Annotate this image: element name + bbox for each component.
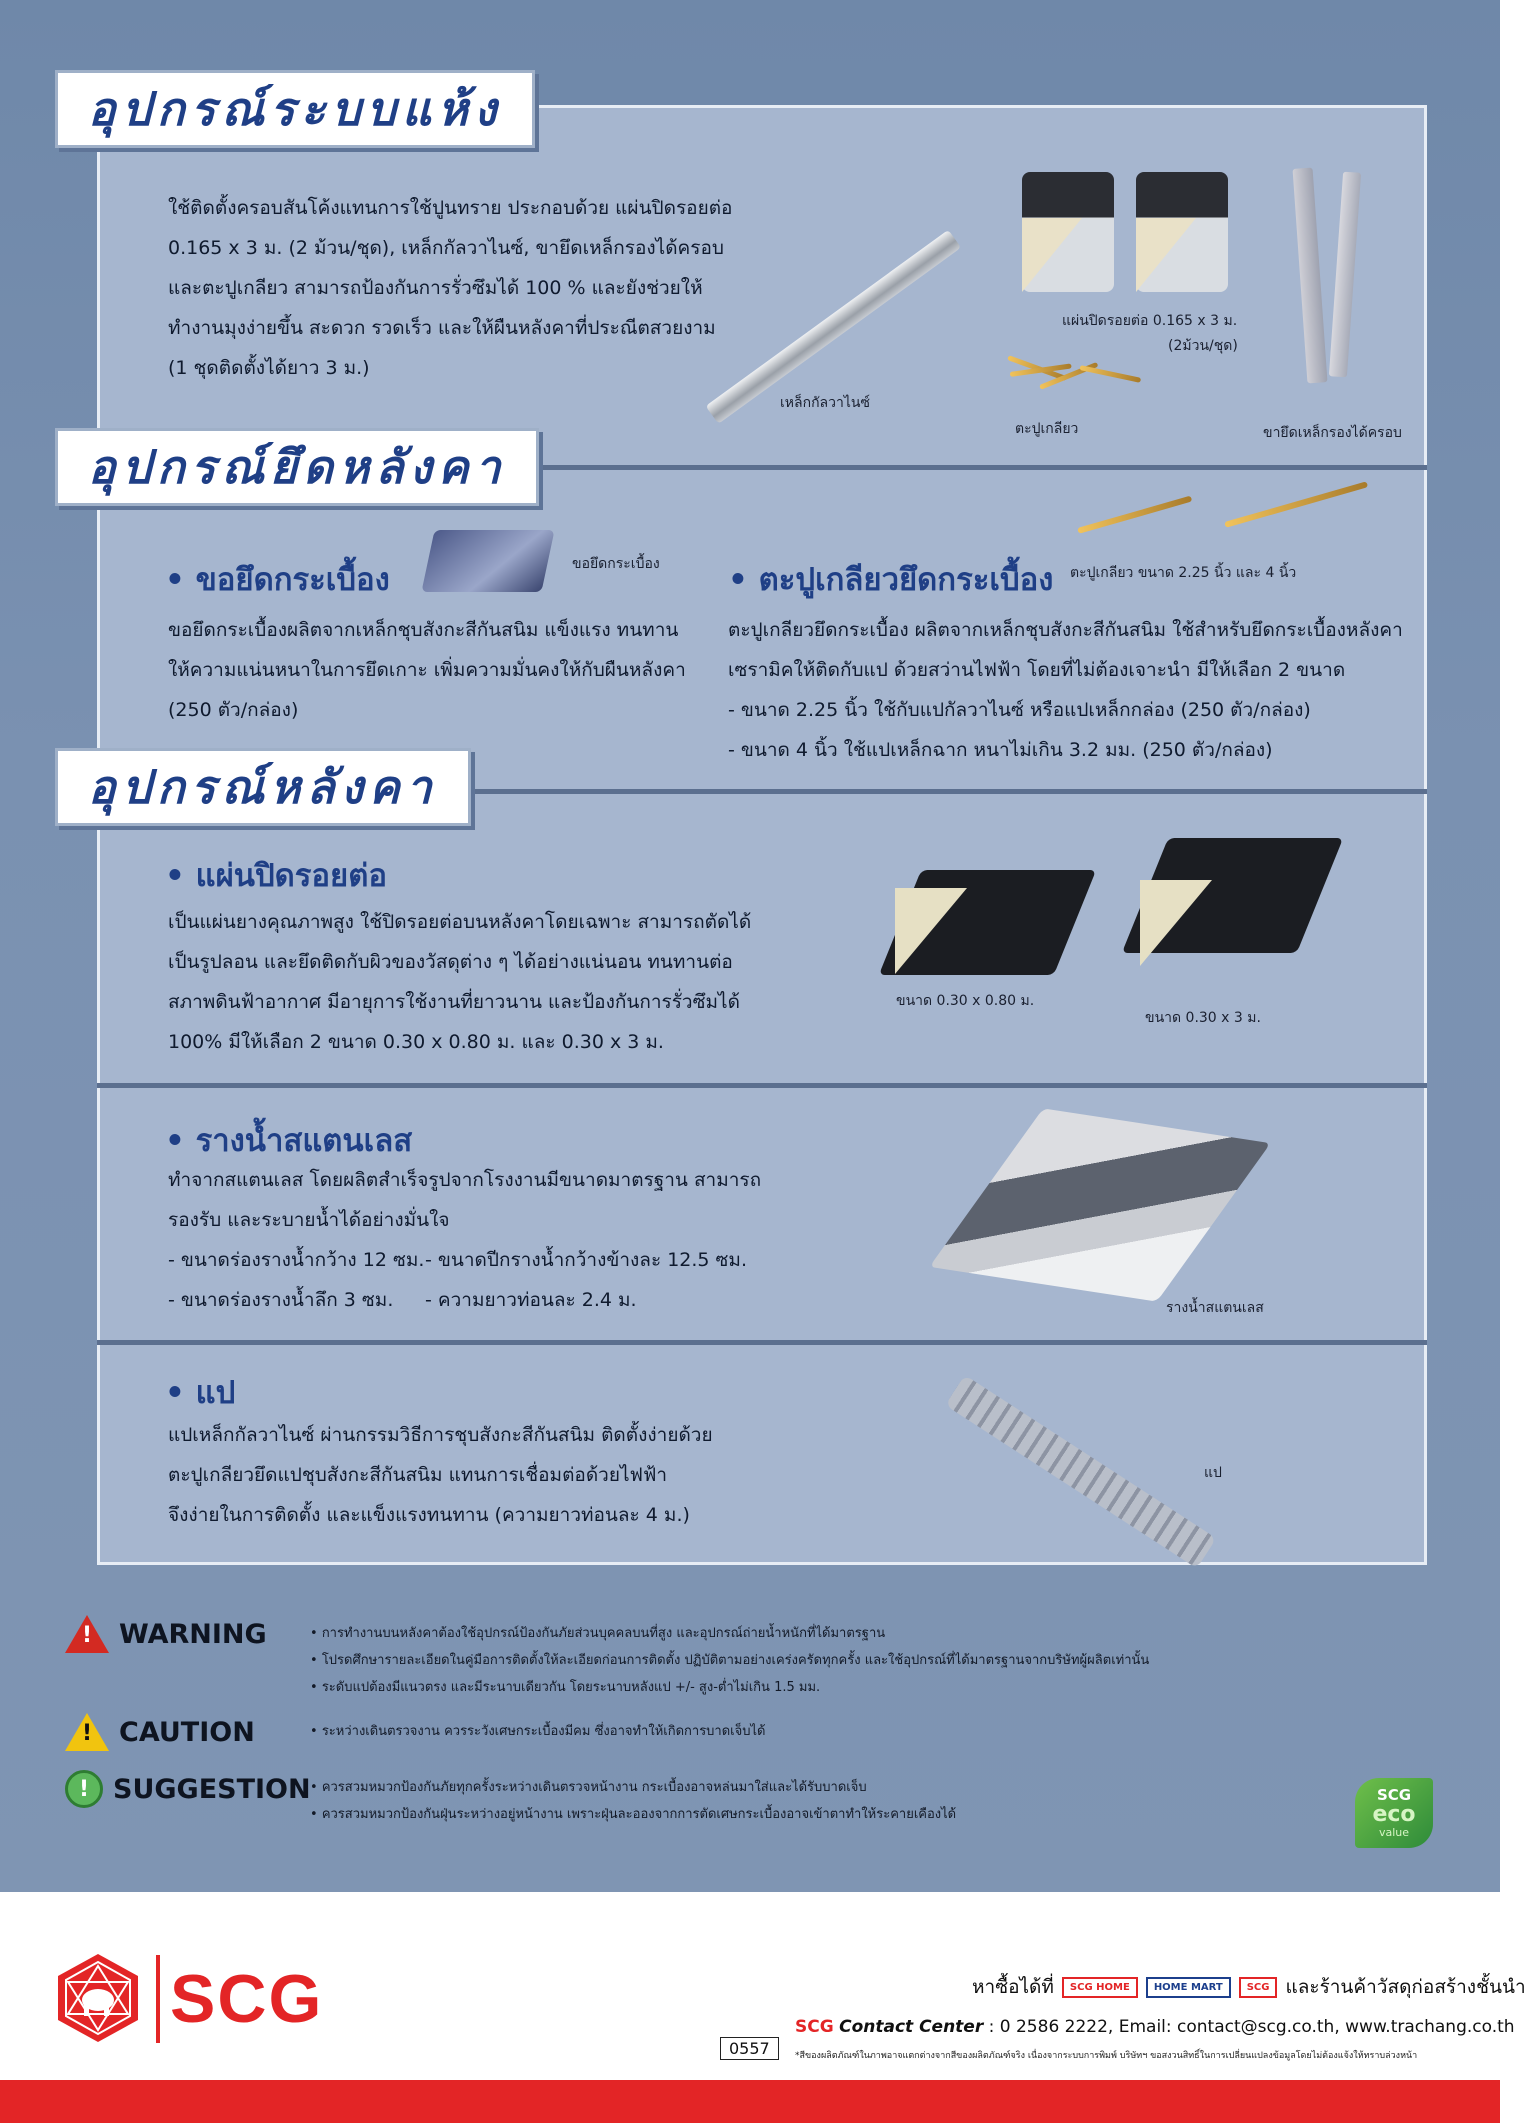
heading-seal-sheet: • แผ่นปิดรอยต่อ	[165, 850, 387, 900]
text-line: และตะปูเกลียว สามารถป้องกันการรั่วซึมได้ 100 % และยังช่วยให้	[168, 277, 703, 299]
warning-list	[310, 1620, 1149, 1701]
eco-logo-word: eco	[1372, 1802, 1416, 1827]
text-line: ทำจากสแตนเลส โดยผลิตสำเร็จรูปจากโรงงานมีขนาดมาตรฐาน สามารถ	[168, 1169, 762, 1191]
section-title-text: อุปกรณ์ยึดหลังคา	[88, 439, 507, 494]
scg-eco-value-logo	[1355, 1778, 1433, 1848]
caution-label	[65, 1713, 255, 1751]
heading-tile-clip: • ขอยึดกระเบื้อง	[165, 554, 390, 604]
section-title-text: อุปกรณ์หลังคา	[88, 759, 438, 814]
scg-dealer-logo: SCG	[1239, 1977, 1278, 1998]
home-mart-logo: HOME MART	[1146, 1977, 1231, 1998]
caution-item: • ระหว่างเดินตรวจงาน ควรระวังเศษกระเบื้องมีคม ซึ่งอาจทำให้เกิดการบาดเจ็บได้	[310, 1718, 765, 1745]
caption-seal-small: ขนาด 0.30 x 0.80 ม.	[896, 993, 1035, 1009]
text-line: ตะปูเกลียวยึดกระเบื้อง ผลิตจากเหล็กชุบสังกะสีกันสนิม ใช้สำหรับยึดกระเบื้องหลังคา	[728, 619, 1403, 641]
suggestion-item: • ควรสวมหมวกป้องกันฝุ่นระหว่างอยู่หน้างาน เพราะฝุ่นละอองจากการตัดเศษกระเบื้องอาจเข้าตาทำให้ระคายเคืองได้	[310, 1801, 956, 1828]
text-line: ทำงานมุงง่ายขึ้น สะดวก รวดเร็ว และให้ผืนหลังคาที่ประณีตสวยงาม	[168, 317, 716, 339]
heading-purlin: • แป	[165, 1367, 235, 1417]
scg-elephant-logo-icon	[52, 1952, 144, 2044]
purlin-description	[168, 1415, 713, 1535]
disclaimer: *สีของผลิตภัณฑ์ในภาพอาจแตกต่างจากสีของผลิตภัณฑ์จริง เนื่องจากระบบการพิมพ์ บริษัทฯ ขอสงวนสิทธิ์ในการเปลี่ยนแปลงข้อมูลโดยไม่ต้องแจ้งให้ทราบล่วงหน้า	[795, 2051, 1418, 2061]
tile-clip-description	[168, 610, 686, 730]
text-line: เป็นแผ่นยางคุณภาพสูง ใช้ปิดรอยต่อบนหลังคาโดยเฉพาะ สามารถตัดได้	[168, 911, 752, 933]
where-to-buy	[972, 1972, 1526, 2002]
spec-line: - ขนาดร่องรางน้ำลึก 3 ซม.	[168, 1289, 394, 1311]
contact-label: Contact Center	[839, 2017, 984, 2037]
text-line: 100% มีให้เลือก 2 ขนาด 0.30 x 0.80 ม. และ 0.30 x 3 ม.	[168, 1031, 664, 1053]
tile-screw-description	[728, 610, 1403, 770]
seal-sheet-roll-image	[1022, 172, 1114, 292]
scg-brand-wordmark: SCG	[170, 1961, 324, 2037]
caption-seal-sheet: แผ่นปิดรอยต่อ 0.165 x 3 ม.	[1062, 313, 1238, 329]
contact-brand: SCG	[795, 2017, 834, 2037]
scg-home-logo: SCG HOME	[1062, 1977, 1138, 1998]
seal-sheet-fold	[895, 888, 967, 974]
spec-line: - ความยาวท่อนละ 2.4 ม.	[425, 1289, 637, 1311]
warning-icon: !	[65, 1615, 109, 1653]
warning-item: • ระดับแปต้องมีแนวตรง และมีระนาบเดียวกัน โดยระนาบหลังแป +/- สูง-ต่ำไม่เกิน 1.5 มม.	[310, 1674, 1149, 1701]
caption-screws: ตะปูเกลียว	[1015, 421, 1079, 437]
caption-seal-sheet-qty: (2ม้วน/ชุด)	[1168, 338, 1238, 354]
caption-tile-screw: ตะปูเกลียว ขนาด 2.25 นิ้ว และ 4 นิ้ว	[1070, 565, 1297, 581]
suggestion-icon: !	[65, 1770, 103, 1808]
document-code: 0557	[720, 2037, 779, 2060]
suggestion-label	[65, 1770, 311, 1808]
seal-sheet-roll-image	[1136, 172, 1228, 292]
text-line: เซรามิคให้ติดกับแป ด้วยสว่านไฟฟ้า โดยที่ไม่ต้องเจาะนำ มีให้เลือก 2 ขนาด	[728, 659, 1346, 681]
text-line: - ขนาด 4 นิ้ว ใช้แปเหล็กฉาก หนาไม่เกิน 3.2 มม. (250 ตัว/กล่อง)	[728, 739, 1273, 761]
caution-label-text: CAUTION	[119, 1716, 255, 1748]
caution-list	[310, 1718, 765, 1745]
warning-item: • การทำงานบนหลังคาต้องใช้อุปกรณ์ป้องกันภัยส่วนบุคคลบนที่สูง และอุปกรณ์ถ่ายน้ำหนักที่ได้มาตรฐาน	[310, 1620, 1149, 1647]
caption-bracket: ขายึดเหล็กรองได้ครอบ	[1263, 425, 1402, 441]
section-title-dry-system	[55, 70, 535, 148]
eco-logo-sub: value	[1378, 1826, 1410, 1839]
caption-purlin: แป	[1204, 1465, 1222, 1481]
caption-tile-clip: ขอยึดกระเบื้อง	[572, 556, 660, 572]
warning-item: • โปรดศึกษารายละเอียดในคู่มือการติดตั้งให้ละเอียดก่อนการติดตั้ง ปฏิบัติตามอย่างเคร่งครัดทุกครั้ง และใช้อุปกรณ์ที่ได้มาตรฐานจากบริษัทผู้ผลิตเท่านั้น	[310, 1647, 1149, 1674]
heading-gutter: • รางน้ำสแตนเลส	[165, 1115, 412, 1165]
dry-system-description	[168, 188, 732, 388]
text-line: - ขนาด 2.25 นิ้ว ใช้กับแปกัลวาไนซ์ หรือแปเหล็กกล่อง (250 ตัว/กล่อง)	[728, 699, 1311, 721]
footer-red-bar	[0, 2080, 1500, 2123]
buy-suffix: และร้านค้าวัสดุก่อสร้างชั้นนำ	[1285, 1976, 1526, 1998]
contact-center	[795, 2017, 1515, 2037]
section-title-roof	[55, 748, 471, 826]
warning-label-text: WARNING	[119, 1618, 267, 1650]
gutter-specs-col2	[425, 1240, 747, 1320]
warning-label	[65, 1615, 267, 1653]
spec-line: - ขนาดปีกรางน้ำกว้างข้างละ 12.5 ซม.	[425, 1249, 747, 1271]
text-line: ให้ความแน่นหนาในการยึดเกาะ เพิ่มความมั่นคงให้กับผืนหลังคา	[168, 659, 686, 681]
spec-line: - ขนาดร่องรางน้ำกว้าง 12 ซม.	[168, 1249, 425, 1271]
text-line: ขอยึดกระเบื้องผลิตจากเหล็กชุบสังกะสีกันสนิม แข็งแรง ทนทาน	[168, 619, 679, 641]
seal-sheet-fold	[1140, 880, 1212, 966]
text-line: สภาพดินฟ้าอากาศ มีอายุการใช้งานที่ยาวนาน และป้องกันการรั่วซึมได้	[168, 991, 740, 1013]
buy-prefix: หาซื้อได้ที่	[972, 1976, 1054, 1998]
text-line: 0.165 x 3 ม. (2 ม้วน/ชุด), เหล็กกัลวาไนซ์, ขายึดเหล็กรองได้ครอบ	[168, 237, 724, 259]
section-divider	[97, 1340, 1427, 1345]
caption-galvanized: เหล็กกัลวาไนซ์	[780, 395, 870, 411]
caution-icon: !	[65, 1713, 109, 1751]
heading-tile-screw: • ตะปูเกลียวยึดกระเบื้อง	[728, 554, 1053, 604]
eco-logo-brand: SCG	[1376, 1786, 1412, 1804]
contact-details: : 0 2586 2222, Email: contact@scg.co.th, www.trachang.co.th	[988, 2017, 1515, 2037]
suggestion-item: • ควรสวมหมวกป้องกันภัยทุกครั้งระหว่างเดินตรวจหน้างาน กระเบื้องอาจหล่นมาใส่และได้รับบาดเจ็บ	[310, 1774, 956, 1801]
text-line: รองรับ และระบายน้ำได้อย่างมั่นใจ	[168, 1209, 450, 1231]
text-line: (1 ชุดติดตั้งได้ยาว 3 ม.)	[168, 357, 370, 379]
text-line: แปเหล็กกัลวาไนซ์ ผ่านกรรมวิธีการชุบสังกะสีกันสนิม ติดตั้งง่ายด้วย	[168, 1424, 713, 1446]
gutter-description	[168, 1160, 761, 1240]
text-line: ตะปูเกลียวยึดแปชุบสังกะสีกันสนิม แทนการเชื่อมต่อด้วยไฟฟ้า	[168, 1464, 668, 1486]
section-divider	[97, 1083, 1427, 1088]
caption-gutter: รางน้ำสแตนเลส	[1166, 1300, 1264, 1316]
text-line: ใช้ติดตั้งครอบสันโค้งแทนการใช้ปูนทราย ประกอบด้วย แผ่นปิดรอยต่อ	[168, 197, 733, 219]
section-title-fastening	[55, 428, 539, 506]
gutter-specs-col1	[168, 1240, 424, 1320]
text-line: จึงง่ายในการติดตั้ง และแข็งแรงทนทาน (ความยาวท่อนละ 4 ม.)	[168, 1504, 690, 1526]
suggestion-list	[310, 1774, 956, 1828]
text-line: (250 ตัว/กล่อง)	[168, 699, 299, 721]
section-title-text: อุปกรณ์ระบบแห้ง	[88, 81, 503, 136]
brand-separator	[156, 1955, 160, 2043]
tile-clip-image	[421, 530, 554, 592]
caption-seal-large: ขนาด 0.30 x 3 ม.	[1145, 1010, 1261, 1026]
seal-sheet-description	[168, 902, 751, 1062]
text-line: เป็นรูปลอน และยึดติดกับผิวของวัสดุต่าง ๆ ได้อย่างแน่นอน ทนทานต่อ	[168, 951, 733, 973]
suggestion-label-text: SUGGESTION	[113, 1773, 311, 1805]
